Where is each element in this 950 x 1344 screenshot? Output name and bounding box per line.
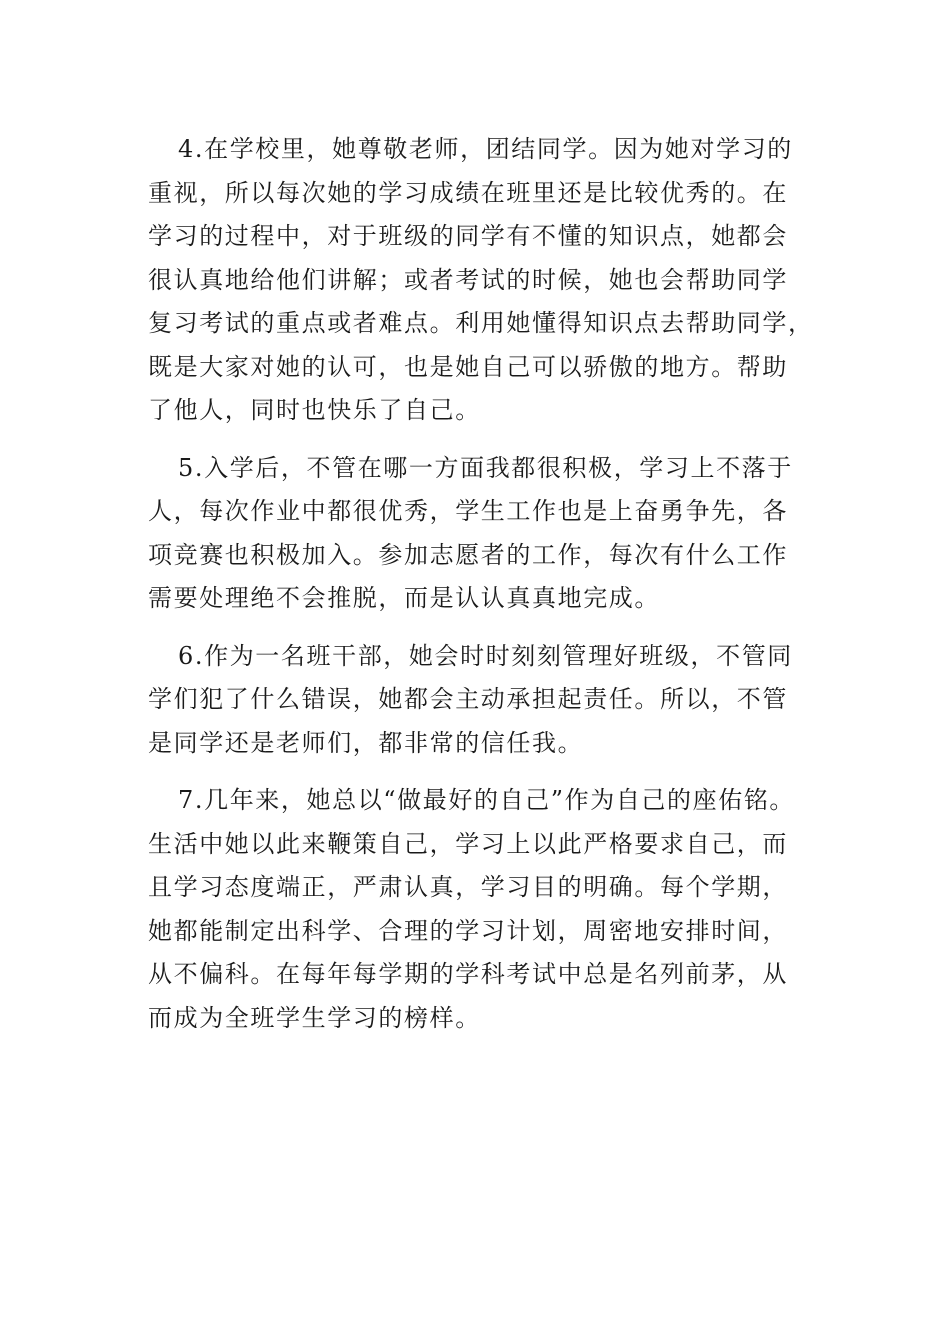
text-line: 5.入学后，不管在哪一方面我都很积极，学习上不落于 (178, 453, 793, 482)
text-line: 需要处理绝不会推脱，而是认认真真地完成。 (148, 584, 660, 612)
paragraph-5 (148, 447, 810, 621)
text-line: 6.作为一名班干部，她会时时刻刻管理好班级，不管同 (178, 641, 793, 670)
text-line: 很认真地给他们讲解；或者考试的时候，她也会帮助同学 (148, 265, 788, 294)
text-line: 复习考试的重点或者难点。利用她懂得知识点去帮助同学， (148, 309, 814, 337)
text-line: 了他人，同时也快乐了自己。 (148, 396, 481, 424)
text-line: 7.几年来，她总以“做最好的自己”作为自己的座佑铭。 (178, 786, 796, 814)
text-line: 而成为全班学生学习的榜样。 (148, 1003, 481, 1032)
text-line: 是同学还是老师们，都非常的信任我。 (148, 728, 584, 757)
text-line: 项竞赛也积极加入。参加志愿者的工作，每次有什么工作 (148, 540, 788, 569)
text-line: 从不偏科。在每年每学期的学科考试中总是名列前茅，从 (148, 960, 788, 988)
text-line: 学们犯了什么错误，她都会主动承担起责任。所以，不管 (148, 685, 788, 713)
text-line: 且学习态度端正，严肃认真，学习目的明确。每个学期， (148, 873, 788, 901)
paragraph-6 (148, 635, 810, 766)
text-line: 她都能制定出科学、合理的学习计划，周密地安排时间， (148, 916, 788, 945)
text-line: 既是大家对她的认可，也是她自己可以骄傲的地方。帮助 (148, 352, 788, 381)
text-line: 生活中她以此来鞭策自己，学习上以此严格要求自己，而 (148, 829, 788, 858)
text-line: 4.在学校里，她尊敬老师，团结同学。因为她对学习的 (178, 135, 793, 163)
text-line: 重视，所以每次她的学习成绩在班里还是比较优秀的。在 (148, 178, 788, 207)
paragraph-7 (148, 779, 810, 1040)
text-line: 学习的过程中，对于班级的同学有不懂的知识点，她都会 (148, 222, 788, 250)
paragraph-4 (148, 128, 814, 433)
text-line: 人，每次作业中都很优秀，学生工作也是上奋勇争先，各 (148, 497, 788, 525)
document-body (148, 128, 814, 1054)
